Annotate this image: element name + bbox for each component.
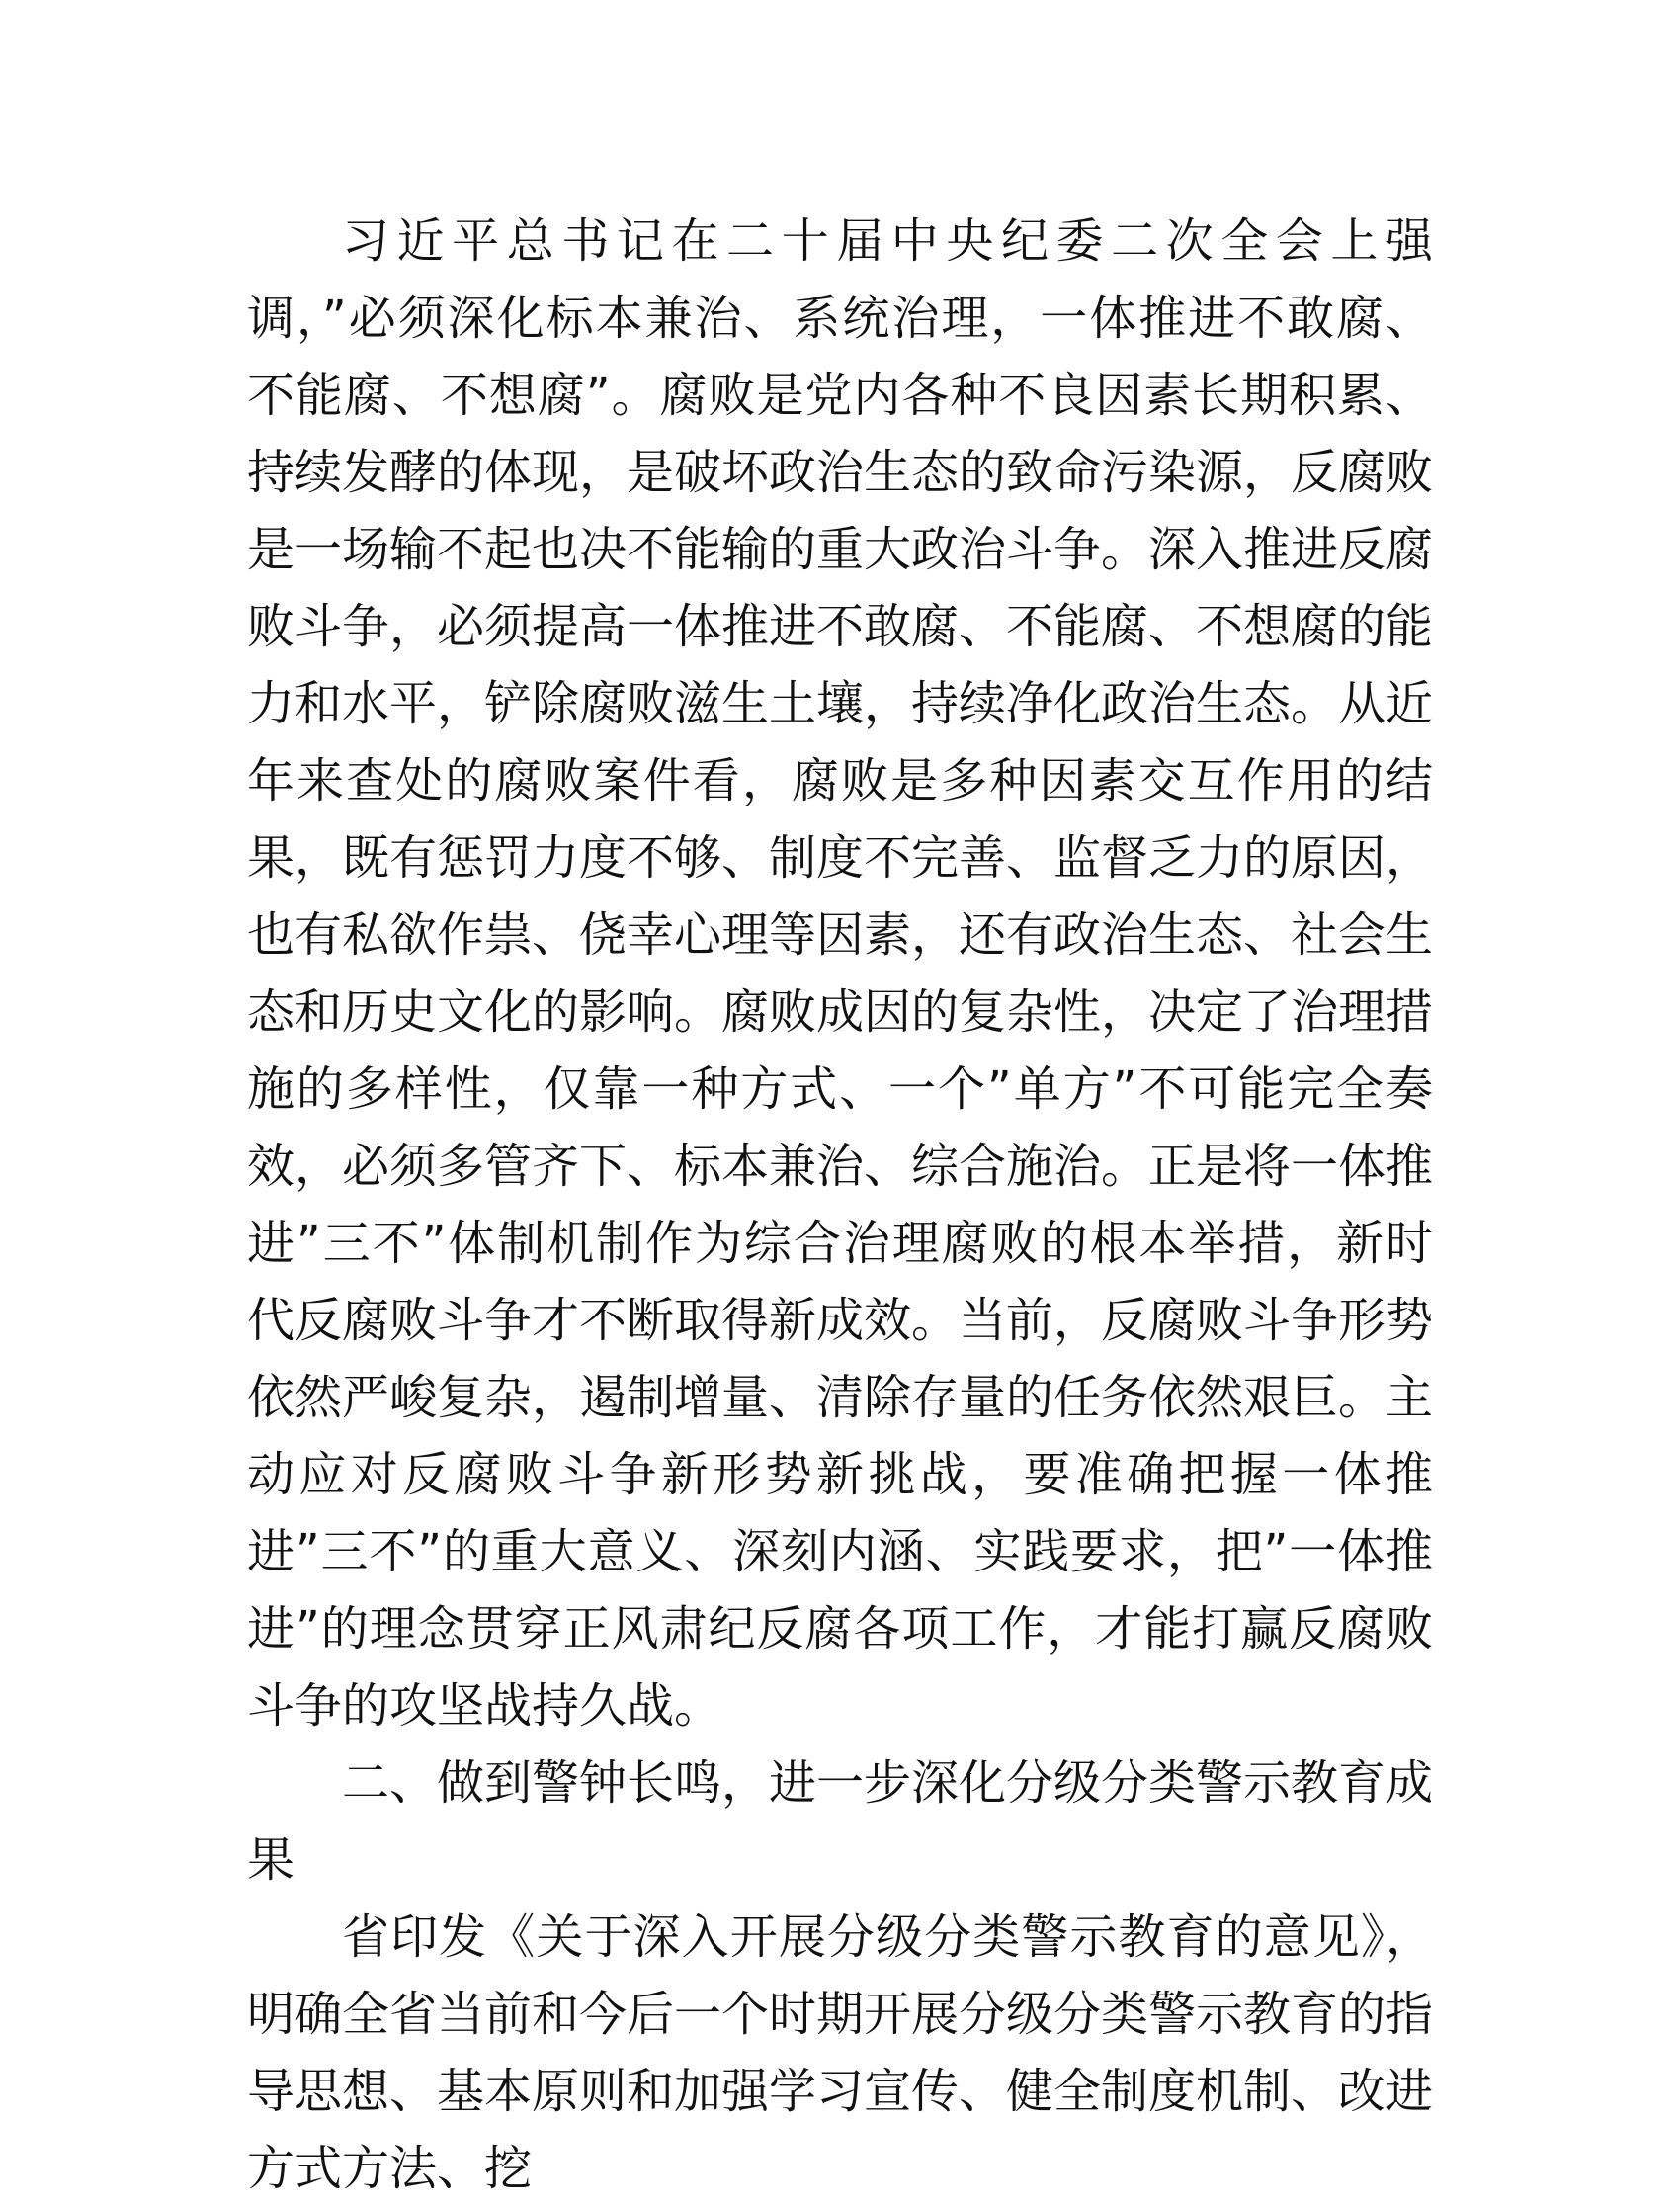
section-heading: 二、做到警钟长鸣，进一步深化分级分类警示教育成果 [247, 1755, 1434, 1888]
body-paragraph: 省印发《关于深入开展分级分类警示教育的意见》，明确全省当前和今后一个时期开展分级分类警示教育的指导思想、基本原则和加强学习宣传、健全制度机制、改进方式方法、挖 [247, 1910, 1434, 2196]
document-body [247, 203, 1433, 2207]
body-paragraph: 习近平总书记在二十届中央纪委二次全会上强调，”必须深化标本兼治、系统治理，一体推进不敢腐、不能腐、不想腐”。腐败是党内各种不良因素长期积累、持续发酵的体现，是破坏政治生态的致命污染源，反腐败是一场输不起也决不能输的重大政治斗争。深入推进反腐败斗争，必须提高一体推进不敢腐、不能腐、不想腐的能力和水平，铲除腐败滋生土壤，持续净化政治生态。从近年来查处的腐败案件看，腐败是多种因素交互作用的结果，既有惩罚力度不够、制度不完善、监督乏力的原因，也有私欲作祟、侥幸心理等因素，还有政治生态、社会生态和历史文化的影响。腐败成因的复杂性，决定了治理措施的多样性，仅靠一种方式、一个”单方”不可能完全奏效，必须多管齐下、标本兼治、综合施治。正是将一体推进”三不”体制机制作为综合治理腐败的根本举措，新时代反腐败斗争才不断取得新成效。当前，反腐败斗争形势依然严峻复杂，遏制增量、清除存量的任务依然艰巨。主动应对反腐败斗争新形势新挑战，要准确把握一体推进”三不”的重大意义、深刻内涵、实践要求，把”一体推进”的理念贯穿正风肃纪反腐各项工作，才能打赢反腐败斗争的攻坚战持久战。 [247, 213, 1434, 1734]
